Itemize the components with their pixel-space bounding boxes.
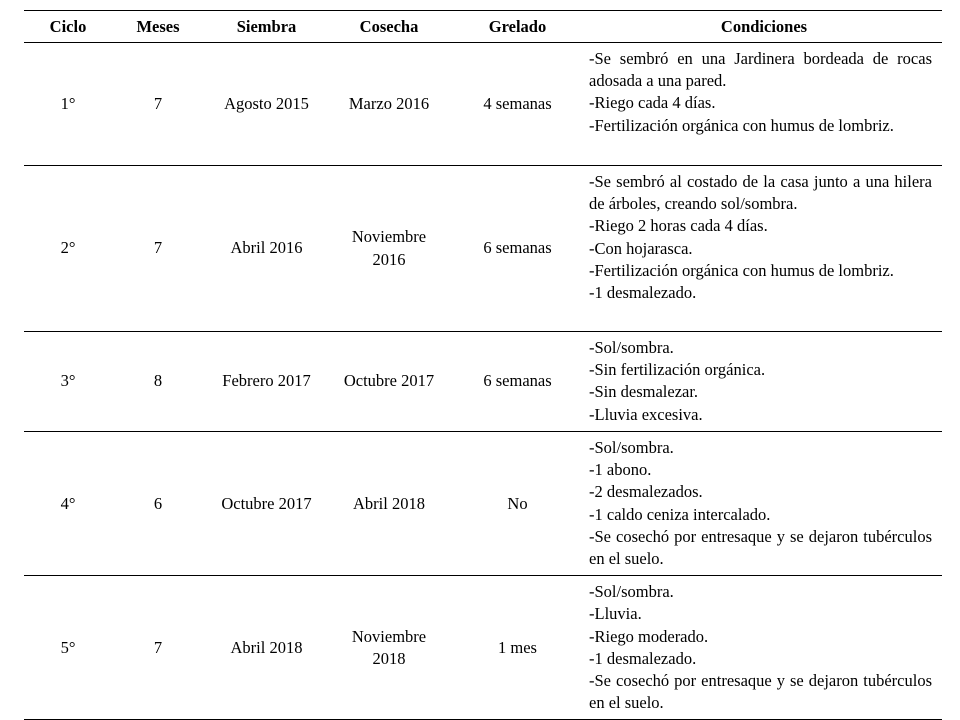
condition-item: -Sin fertilización orgánica. <box>589 360 766 380</box>
cell-cosecha <box>329 166 449 332</box>
cell-ciclo-text: 2° <box>60 238 76 258</box>
header-condiciones: Condiciones <box>586 11 942 43</box>
cell-grelado <box>449 43 586 166</box>
condition-item: -1 caldo ceniza intercalado. <box>589 504 771 524</box>
cell-condiciones <box>586 166 942 332</box>
cell-condiciones <box>586 332 942 432</box>
cell-meses-text: 6 <box>153 493 163 513</box>
cell-grelado-text: 6 semanas <box>483 238 552 258</box>
condition-item: -Lluvia. <box>589 604 642 624</box>
cell-cosecha <box>329 432 449 576</box>
condition-item: -Sol/sombra. <box>589 582 674 602</box>
cell-siembra <box>204 432 329 576</box>
table-row <box>24 332 942 432</box>
header-cosecha: Cosecha <box>329 11 449 43</box>
cell-meses <box>112 166 204 332</box>
cell-meses-text: 7 <box>153 238 163 258</box>
cell-siembra <box>204 43 329 166</box>
table-header <box>24 11 942 43</box>
condition-item: -1 desmalezado. <box>589 283 697 303</box>
cell-grelado-text: 4 semanas <box>483 93 552 113</box>
header-row <box>24 11 942 43</box>
cell-siembra-text: Abril 2018 <box>230 637 303 657</box>
cell-grelado-text: No <box>507 493 528 513</box>
cell-ciclo <box>24 166 112 332</box>
cell-siembra <box>204 166 329 332</box>
table-row <box>24 576 942 720</box>
cell-condiciones <box>586 432 942 576</box>
condition-item: -Se sembró en una Jardinera bordeada de rocas adosada a una pared. <box>589 49 932 91</box>
cell-ciclo <box>24 432 112 576</box>
table-body <box>24 43 942 720</box>
table-row <box>24 43 942 166</box>
condition-item: -Sol/sombra. <box>589 438 674 457</box>
condition-item: -Se cosechó por entresaque y se dejaron tubérculos en el suelo. <box>589 671 932 713</box>
cell-grelado <box>449 332 586 432</box>
cell-meses-text: 7 <box>153 93 163 113</box>
cell-siembra <box>204 332 329 432</box>
cell-cosecha-text: Abril 2018 <box>353 493 425 513</box>
cell-siembra-text: Febrero 2017 <box>222 371 311 391</box>
document-page <box>24 10 942 720</box>
cell-ciclo-text: 5° <box>60 637 76 657</box>
cell-ciclo <box>24 576 112 720</box>
condition-item: -Fertilización orgánica con humus de lombriz. <box>589 260 894 280</box>
cell-cosecha-text: Octubre 2017 <box>343 371 435 391</box>
cell-siembra-text: Agosto 2015 <box>224 93 309 113</box>
cell-cosecha <box>329 43 449 166</box>
condition-item: -Riego cada 4 días. <box>589 93 716 113</box>
cell-cosecha <box>329 332 449 432</box>
cell-condiciones <box>586 43 942 166</box>
condition-item: -Riego moderado. <box>589 626 709 646</box>
condition-item: -Riego 2 horas cada 4 días. <box>589 216 768 236</box>
cell-meses <box>112 332 204 432</box>
cell-ciclo-text: 4° <box>60 493 76 513</box>
cell-cosecha-text: Noviembre 2016 <box>351 227 427 269</box>
cell-siembra <box>204 576 329 720</box>
cell-siembra-text: Abril 2016 <box>230 238 303 258</box>
cell-meses <box>112 576 204 720</box>
cell-grelado <box>449 576 586 720</box>
cell-cosecha-text: Noviembre 2018 <box>351 626 427 668</box>
condition-item: -Sin desmalezar. <box>589 382 699 402</box>
condition-item: -1 abono. <box>589 460 652 480</box>
condition-item: -Se cosechó por entresaque y se dejaron tubérculos en el suelo. <box>589 526 932 569</box>
cell-grelado-text: 6 semanas <box>483 371 552 391</box>
cell-meses <box>112 432 204 576</box>
cell-meses-text: 7 <box>153 637 163 657</box>
cell-ciclo <box>24 43 112 166</box>
cell-grelado-text: 1 mes <box>498 637 537 657</box>
condition-item: -Se sembró al costado de la casa junto a una hilera de árboles, creando sol/sombra. <box>589 172 932 214</box>
cell-cosecha-text: Marzo 2016 <box>348 93 430 113</box>
cell-meses-text: 8 <box>153 371 163 391</box>
cell-grelado <box>449 432 586 576</box>
table-row <box>24 432 942 576</box>
condition-item: -Con hojarasca. <box>589 238 693 258</box>
header-siembra: Siembra <box>204 11 329 43</box>
header-grelado: Grelado <box>449 11 586 43</box>
cell-condiciones <box>586 576 942 720</box>
cell-meses <box>112 43 204 166</box>
condition-item: -2 desmalezados. <box>589 482 703 502</box>
table-row <box>24 166 942 332</box>
header-ciclo: Ciclo <box>24 11 112 43</box>
crop-cycles-table <box>24 10 942 720</box>
cell-cosecha <box>329 576 449 720</box>
condition-item: -Lluvia excesiva. <box>589 404 703 424</box>
condition-item: -Sol/sombra. <box>589 338 674 357</box>
cell-ciclo-text: 3° <box>60 371 76 391</box>
cell-ciclo-text: 1° <box>60 93 76 113</box>
condition-item: -Fertilización orgánica con humus de lombriz. <box>589 115 894 135</box>
cell-ciclo <box>24 332 112 432</box>
condition-item: -1 desmalezado. <box>589 648 697 668</box>
cell-siembra-text: Octubre 2017 <box>221 493 312 513</box>
header-meses: Meses <box>112 11 204 43</box>
cell-grelado <box>449 166 586 332</box>
